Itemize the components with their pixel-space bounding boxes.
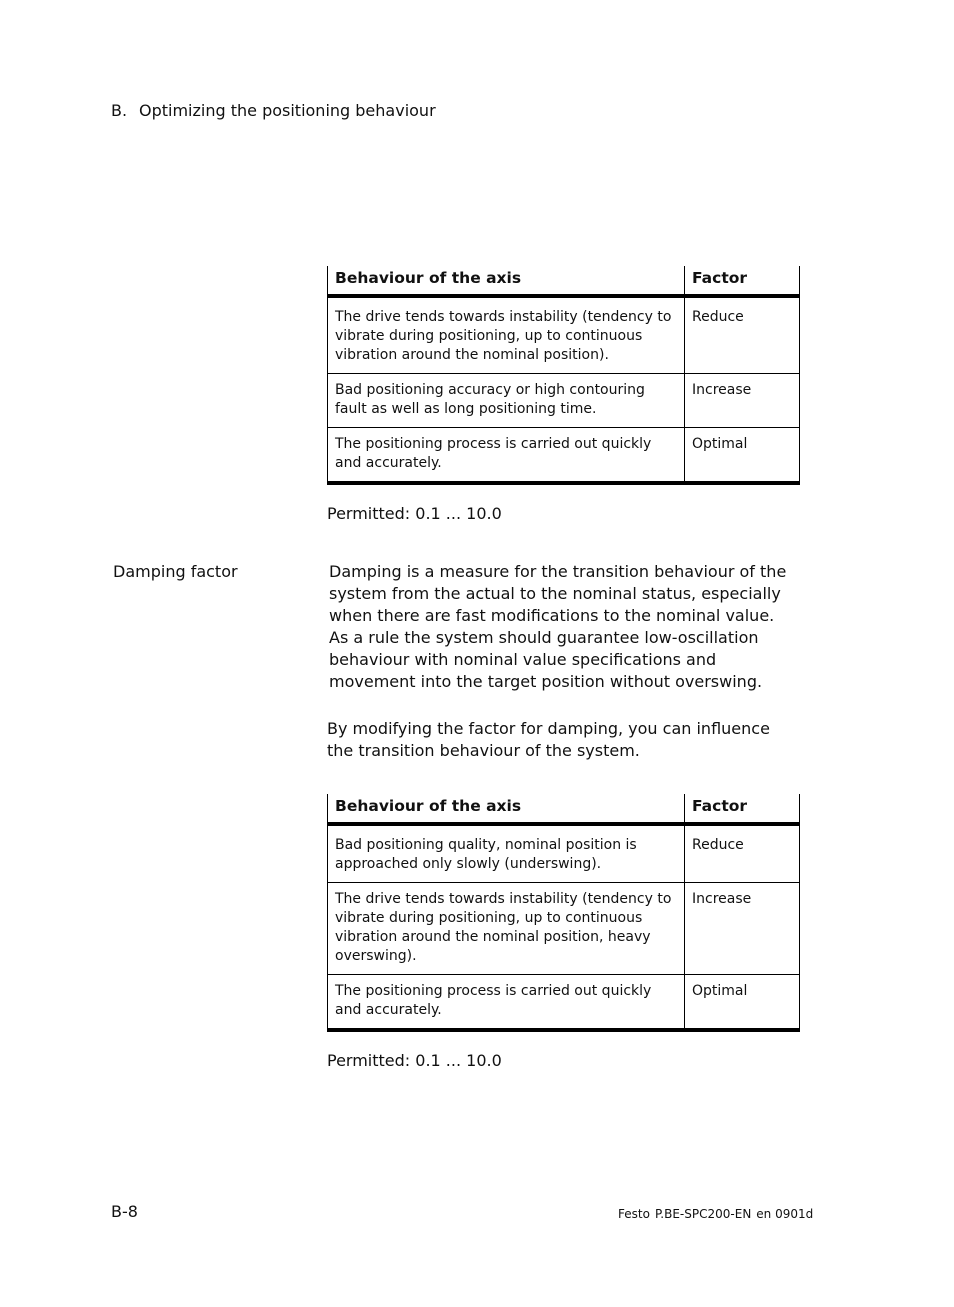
behaviour-cell: Bad positioning accuracy or high contouring fault as well as long positioning time. <box>328 374 685 428</box>
factor-cell: Increase <box>685 374 800 428</box>
section-header <box>111 101 436 120</box>
table-row <box>328 824 800 883</box>
table-row <box>328 975 800 1031</box>
footer-edition: en 0901d <box>756 1207 814 1221</box>
behaviour-cell: The drive tends towards instability (tendency to vibrate during positioning, up to continuous vibration around the nominal position). <box>328 296 685 374</box>
column-header-factor: Factor <box>685 266 800 296</box>
permitted-range-2: Permitted: 0.1 ... 10.0 <box>327 1051 502 1070</box>
table-row <box>328 883 800 975</box>
factor-cell: Optimal <box>685 975 800 1031</box>
permitted-range-1: Permitted: 0.1 ... 10.0 <box>327 504 502 523</box>
document-footer <box>618 1207 818 1221</box>
column-header-factor: Factor <box>685 794 800 824</box>
section-number: B. <box>111 101 128 120</box>
column-header-behaviour: Behaviour of the axis <box>328 266 685 296</box>
behaviour-factor-table-1 <box>327 266 800 485</box>
behaviour-cell: The positioning process is carried out quickly and accurately. <box>328 428 685 484</box>
table-row <box>328 296 800 374</box>
behaviour-cell: Bad positioning quality, nominal position is approached only slowly (underswing). <box>328 824 685 883</box>
column-header-behaviour: Behaviour of the axis <box>328 794 685 824</box>
table-header-row <box>328 266 800 296</box>
factor-cell: Reduce <box>685 824 800 883</box>
table-header-row <box>328 794 800 824</box>
footer-doc-id: P.BE-SPC200-EN <box>654 1207 752 1221</box>
factor-cell: Reduce <box>685 296 800 374</box>
footer-company: Festo <box>618 1207 650 1221</box>
behaviour-cell: The drive tends towards instability (tendency to vibrate during positioning, up to continuous vibration around the nominal position, heavy overswing). <box>328 883 685 975</box>
behaviour-factor-table-2 <box>327 794 800 1032</box>
factor-cell: Increase <box>685 883 800 975</box>
damping-factor-label: Damping factor <box>113 562 238 581</box>
page-number: B-8 <box>111 1202 138 1221</box>
damping-influence-note: By modifying the factor for damping, you can influence the transition behaviour of the system. <box>327 719 770 760</box>
factor-cell: Optimal <box>685 428 800 484</box>
damping-description: Damping is a measure for the transition behaviour of the system from the actual to the nominal status, especially when there are fast modifications to the nominal value. As a rule the system should guarantee low-oscillation behaviour with nominal value specifications and movement into the target position without overswing. <box>329 562 787 691</box>
section-title: Optimizing the positioning behaviour <box>139 101 436 120</box>
table-row <box>328 428 800 484</box>
behaviour-cell: The positioning process is carried out quickly and accurately. <box>328 975 685 1031</box>
table-row <box>328 374 800 428</box>
